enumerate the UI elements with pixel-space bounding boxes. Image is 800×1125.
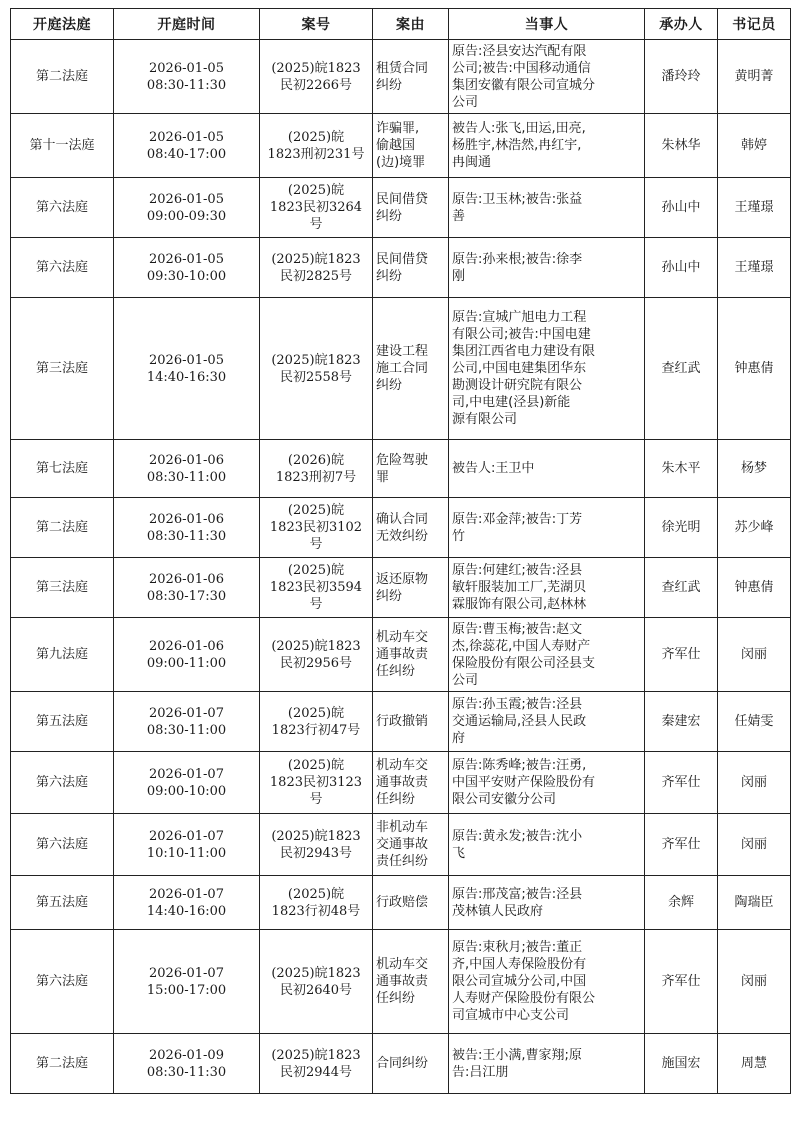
cell-judge: 孙山中 (645, 238, 718, 298)
cell-time: 2026-01-07 09:00-10:00 (114, 752, 260, 814)
cell-time: 2026-01-06 08:30-11:30 (114, 498, 260, 558)
cell-judge: 齐军仕 (645, 618, 718, 692)
cell-judge: 齐军仕 (645, 814, 718, 876)
cell-judge: 施国宏 (645, 1034, 718, 1094)
cell-clerk: 苏少峰 (718, 498, 791, 558)
cell-parties: 被告人:王卫中 (449, 440, 645, 498)
cell-clerk: 杨梦 (718, 440, 791, 498)
cell-judge: 孙山中 (645, 178, 718, 238)
header-court: 开庭法庭 (11, 9, 114, 40)
cell-time: 2026-01-09 08:30-11:30 (114, 1034, 260, 1094)
cell-time: 2026-01-06 09:00-11:00 (114, 618, 260, 692)
cell-clerk: 闵丽 (718, 752, 791, 814)
cell-judge: 朱林华 (645, 114, 718, 178)
cell-court: 第六法庭 (11, 238, 114, 298)
cell-judge: 齐军仕 (645, 930, 718, 1034)
cell-case-number: (2025)皖1823 民初2943号 (260, 814, 373, 876)
table-row (11, 752, 791, 814)
cell-judge: 潘玲玲 (645, 40, 718, 114)
table-row (11, 558, 791, 618)
cell-clerk: 闵丽 (718, 930, 791, 1034)
cell-case-number: (2025)皖 1823民初3123 号 (260, 752, 373, 814)
cell-case-reason: 机动车交 通事故责 任纠纷 (373, 930, 449, 1034)
cell-case-reason: 行政赔偿 (373, 876, 449, 930)
cell-judge: 查红武 (645, 558, 718, 618)
cell-case-reason: 合同纠纷 (373, 1034, 449, 1094)
cell-case-reason: 机动车交 通事故责 任纠纷 (373, 618, 449, 692)
cell-parties: 原告:宣城广旭电力工程 有限公司;被告:中国电建 集团江西省电力建设有限 公司,中国电建集团华东 勘测设计研究院有限公 司,中电建(泾县)新能 源有限公司 (449, 298, 645, 440)
cell-court: 第五法庭 (11, 692, 114, 752)
cell-case-number: (2026)皖 1823刑初7号 (260, 440, 373, 498)
header-case-reason: 案由 (373, 9, 449, 40)
table-row (11, 814, 791, 876)
cell-parties: 原告:曹玉梅;被告:赵文 杰,徐蕊花,中国人寿财产 保险股份有限公司泾县支 公司 (449, 618, 645, 692)
cell-case-number: (2025)皖 1823行初48号 (260, 876, 373, 930)
cell-case-number: (2025)皖 1823刑初231号 (260, 114, 373, 178)
cell-parties: 原告:黄永发;被告:沈小 飞 (449, 814, 645, 876)
cell-court: 第二法庭 (11, 40, 114, 114)
cell-case-number: (2025)皖1823 民初2266号 (260, 40, 373, 114)
cell-time: 2026-01-05 09:00-09:30 (114, 178, 260, 238)
cell-case-reason: 机动车交 通事故责 任纠纷 (373, 752, 449, 814)
cell-court: 第二法庭 (11, 498, 114, 558)
table-row (11, 930, 791, 1034)
cell-parties: 原告:陈秀峰;被告:汪勇, 中国平安财产保险股份有 限公司安徽分公司 (449, 752, 645, 814)
cell-clerk: 王瑾璟 (718, 238, 791, 298)
cell-case-number: (2025)皖1823 民初2640号 (260, 930, 373, 1034)
cell-clerk: 黄明菁 (718, 40, 791, 114)
cell-court: 第五法庭 (11, 876, 114, 930)
cell-case-reason: 民间借贷 纠纷 (373, 178, 449, 238)
cell-parties: 原告:邢茂富;被告:泾县 茂林镇人民政府 (449, 876, 645, 930)
cell-judge: 秦建宏 (645, 692, 718, 752)
cell-parties: 原告:邓金萍;被告:丁芳 竹 (449, 498, 645, 558)
cell-case-number: (2025)皖1823 民初2558号 (260, 298, 373, 440)
cell-clerk: 钟惠倩 (718, 298, 791, 440)
cell-parties: 原告:孙来根;被告:徐李 刚 (449, 238, 645, 298)
cell-time: 2026-01-06 08:30-11:00 (114, 440, 260, 498)
cell-court: 第六法庭 (11, 178, 114, 238)
cell-case-number: (2025)皖 1823行初47号 (260, 692, 373, 752)
cell-time: 2026-01-06 08:30-17:30 (114, 558, 260, 618)
cell-case-reason: 诈骗罪, 偷越国 (边)境罪 (373, 114, 449, 178)
table-row (11, 238, 791, 298)
table-row (11, 40, 791, 114)
cell-time: 2026-01-05 08:40-17:00 (114, 114, 260, 178)
cell-clerk: 周慧 (718, 1034, 791, 1094)
cell-court: 第六法庭 (11, 814, 114, 876)
header-time: 开庭时间 (114, 9, 260, 40)
table-row (11, 298, 791, 440)
cell-court: 第二法庭 (11, 1034, 114, 1094)
cell-clerk: 闵丽 (718, 814, 791, 876)
cell-case-reason: 民间借贷 纠纷 (373, 238, 449, 298)
cell-case-reason: 建设工程 施工合同 纠纷 (373, 298, 449, 440)
cell-court: 第三法庭 (11, 558, 114, 618)
cell-case-number: (2025)皖1823 民初2825号 (260, 238, 373, 298)
cell-judge: 朱木平 (645, 440, 718, 498)
cell-court: 第十一法庭 (11, 114, 114, 178)
header-row (11, 9, 791, 40)
cell-parties: 原告:卫玉林;被告:张益 善 (449, 178, 645, 238)
cell-parties: 被告:王小满,曹家翔;原 告:吕江朋 (449, 1034, 645, 1094)
cell-court: 第六法庭 (11, 930, 114, 1034)
table-row (11, 440, 791, 498)
cell-clerk: 钟惠倩 (718, 558, 791, 618)
cell-time: 2026-01-07 14:40-16:00 (114, 876, 260, 930)
cell-time: 2026-01-05 14:40-16:30 (114, 298, 260, 440)
header-judge: 承办人 (645, 9, 718, 40)
cell-judge: 徐光明 (645, 498, 718, 558)
cell-time: 2026-01-05 09:30-10:00 (114, 238, 260, 298)
header-parties: 当事人 (449, 9, 645, 40)
cell-case-reason: 确认合同 无效纠纷 (373, 498, 449, 558)
cell-case-reason: 返还原物 纠纷 (373, 558, 449, 618)
table-row (11, 692, 791, 752)
table-row (11, 178, 791, 238)
cell-parties: 原告:孙玉霞;被告:泾县 交通运输局,泾县人民政 府 (449, 692, 645, 752)
table-row (11, 1034, 791, 1094)
cell-parties: 原告:束秋月;被告:董正 齐,中国人寿保险股份有 限公司宣城分公司,中国 人寿财产保险股份有限公 司宣城市中心支公司 (449, 930, 645, 1034)
cell-case-number: (2025)皖1823 民初2944号 (260, 1034, 373, 1094)
cell-clerk: 任婧雯 (718, 692, 791, 752)
cell-judge: 余辉 (645, 876, 718, 930)
cell-parties: 被告人:张飞,田运,田亮, 杨胜宇,林浩然,冉红宇, 冉闽通 (449, 114, 645, 178)
cell-clerk: 陶瑞臣 (718, 876, 791, 930)
cell-judge: 齐军仕 (645, 752, 718, 814)
cell-court: 第三法庭 (11, 298, 114, 440)
cell-time: 2026-01-07 08:30-11:00 (114, 692, 260, 752)
cell-case-number: (2025)皖 1823民初3264 号 (260, 178, 373, 238)
cell-clerk: 韩婷 (718, 114, 791, 178)
cell-court: 第七法庭 (11, 440, 114, 498)
cell-case-reason: 租赁合同 纠纷 (373, 40, 449, 114)
table-row (11, 498, 791, 558)
cell-time: 2026-01-07 10:10-11:00 (114, 814, 260, 876)
cell-court: 第九法庭 (11, 618, 114, 692)
cell-case-number: (2025)皖 1823民初3102 号 (260, 498, 373, 558)
cell-case-reason: 行政撤销 (373, 692, 449, 752)
cell-case-number: (2025)皖1823 民初2956号 (260, 618, 373, 692)
hearing-schedule-table (10, 8, 791, 1094)
cell-judge: 查红武 (645, 298, 718, 440)
cell-parties: 原告:泾县安达汽配有限 公司;被告:中国移动通信 集团安徽有限公司宣城分 公司 (449, 40, 645, 114)
cell-case-reason: 非机动车 交通事故 责任纠纷 (373, 814, 449, 876)
cell-clerk: 闵丽 (718, 618, 791, 692)
header-clerk: 书记员 (718, 9, 791, 40)
table-row (11, 618, 791, 692)
table-row (11, 876, 791, 930)
cell-case-reason: 危险驾驶 罪 (373, 440, 449, 498)
cell-clerk: 王瑾璟 (718, 178, 791, 238)
table-row (11, 114, 791, 178)
cell-time: 2026-01-07 15:00-17:00 (114, 930, 260, 1034)
cell-case-number: (2025)皖 1823民初3594 号 (260, 558, 373, 618)
cell-court: 第六法庭 (11, 752, 114, 814)
cell-time: 2026-01-05 08:30-11:30 (114, 40, 260, 114)
cell-parties: 原告:何建红;被告:泾县 敏轩服装加工厂,芜湖贝 霖服饰有限公司,赵林林 (449, 558, 645, 618)
header-case-number: 案号 (260, 9, 373, 40)
